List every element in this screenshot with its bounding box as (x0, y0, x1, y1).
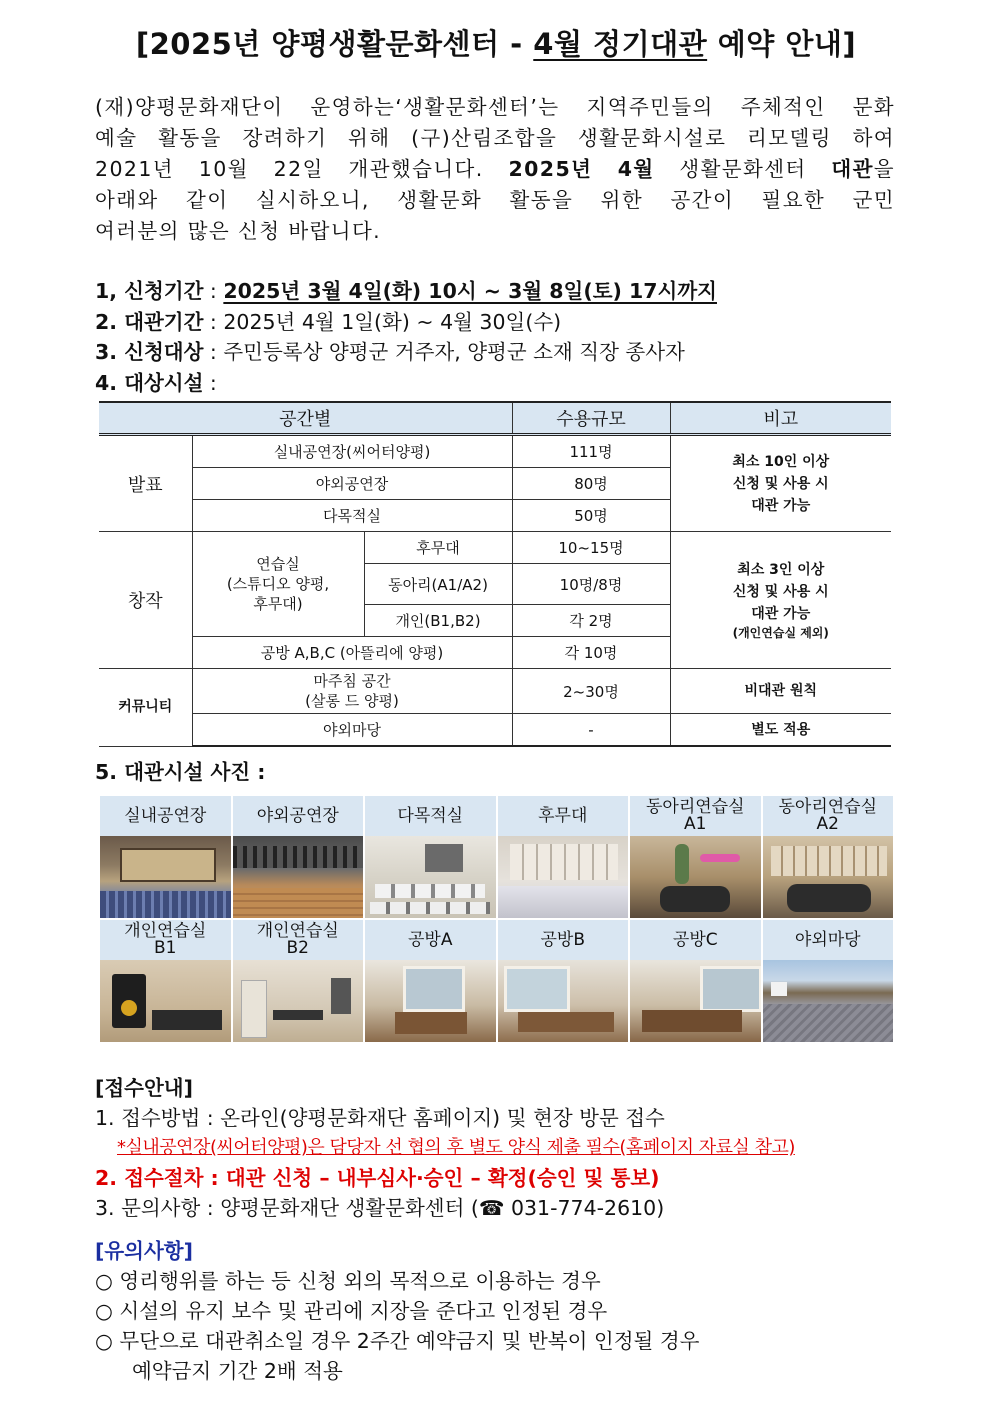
capacity-cell: 111명 (512, 435, 670, 468)
rental-period-label: 2. 대관기간 (95, 309, 204, 334)
capacity-cell: 2~30명 (512, 669, 670, 714)
sep: : (203, 279, 224, 303)
photo-cell (497, 919, 630, 1043)
category-create: 창작 (99, 532, 192, 669)
intro-line-2: 예술 활동을 장려하기 위해 (구)산림조합을 생활문화시설로 리모델링 하여 (95, 126, 895, 150)
capacity-cell: 10~15명 (512, 532, 670, 564)
reception-method-note: *실내공연장(씨어터양평)은 담당자 선 협의 후 별도 양식 제출 필수(홈페이지 자료실 참고) (117, 1137, 795, 1158)
photo-club-room-a2 (763, 836, 894, 918)
space-multipurpose: 다목적실 (192, 500, 512, 532)
table-header-row (99, 402, 891, 435)
photo-cell (629, 795, 762, 919)
table-row (99, 714, 891, 747)
notes-heading: [유의사항] (95, 1239, 193, 1263)
photo-atelier-c (630, 960, 761, 1042)
table-row (99, 435, 891, 468)
intro-paragraph (95, 92, 895, 247)
note-create-text: 최소 3인 이상 신청 및 사용 시 대관 가능 (732, 562, 829, 622)
photo-cell (497, 795, 630, 919)
page-title (0, 22, 992, 63)
category-present: 발표 (99, 435, 192, 532)
contact-text: 3. 문의사항 : 양평문화재단 생활문화센터 ( (95, 1196, 479, 1220)
photo-multipurpose (365, 836, 496, 918)
photo-private-room-b2 (233, 960, 364, 1042)
facilities (95, 368, 717, 399)
photo-caption: 동아리연습실 A1 (630, 796, 761, 836)
photo-row-1 (99, 795, 894, 919)
space-club-room: 동아리(A1/A2) (364, 564, 512, 605)
photo-cell (99, 919, 232, 1043)
photo-caption: 개인연습실 B1 (100, 920, 231, 960)
facilities-label: 4. 대상시설 (95, 370, 204, 395)
eligibility (95, 337, 717, 368)
intro-month: 2025년 4월 (508, 157, 655, 181)
capacity-cell: 80명 (512, 468, 670, 500)
space-private-room: 개인(B1,B2) (364, 605, 512, 637)
rental-period-value: 2025년 4월 1일(화) ~ 4월 30일(수) (223, 309, 562, 334)
note-item-continued: 예약금지 기간 2배 적용 (132, 1359, 343, 1383)
contact-phone: 031-774-2610) (504, 1196, 665, 1220)
photo-caption: 동아리연습실 A2 (763, 796, 894, 836)
photo-cell (762, 795, 895, 919)
photo-grid (99, 795, 894, 1043)
header-capacity: 수용규모 (512, 402, 670, 435)
sep: : (203, 309, 224, 334)
capacity-cell: 50명 (512, 500, 670, 532)
photo-caption: 공방C (630, 920, 761, 960)
note-yard: 별도 적용 (670, 714, 891, 747)
photo-caption: 공방A (365, 920, 496, 960)
practice-room-group: 연습실 (스튜디오 양평, 후무대) (192, 532, 364, 637)
photo-indoor-theater (100, 836, 231, 918)
table-row (99, 532, 891, 564)
photo-private-room-b1 (100, 960, 231, 1042)
photo-caption: 실내공연장 (100, 796, 231, 836)
intro-line-3 (95, 154, 895, 185)
photo-cell (99, 795, 232, 919)
note-item: ○ 무단으로 대관취소일 경우 2주간 예약금지 및 반복이 인정될 경우 (95, 1329, 700, 1353)
space-backstage: 후무대 (364, 532, 512, 564)
photo-cell (232, 795, 365, 919)
space-atelier: 공방 A,B,C (아뜰리에 양평) (192, 637, 512, 669)
info-list (95, 276, 717, 398)
intro-line-5: 여러분의 많은 신청 바랍니다. (95, 219, 382, 243)
notes-section (95, 1236, 699, 1386)
photo-caption: 야외마당 (763, 920, 894, 960)
note-item: ○ 시설의 유지 보수 및 관리에 지장을 준다고 인정된 경우 (95, 1299, 608, 1323)
photo-outdoor-yard (763, 960, 894, 1042)
space-indoor-theater: 실내공연장(씨어터양평) (192, 435, 512, 468)
apply-period (95, 276, 717, 307)
eligibility-value: 주민등록상 양평군 거주자, 양평군 소재 직장 종사자 (223, 340, 685, 364)
capacity-cell: - (512, 714, 670, 747)
intro-line-3e: 을 (873, 157, 895, 181)
photo-cell (629, 919, 762, 1043)
title-highlight: 4월 정기대관 (533, 27, 708, 61)
title-prefix: [2025년 양평생활문화센터 - (135, 27, 534, 61)
photo-caption: 후무대 (498, 796, 629, 836)
reception-procedure: 2. 접수절차 : 대관 신청 – 내부심사·승인 – 확정(승인 및 통보) (95, 1166, 660, 1190)
header-space: 공간별 (99, 402, 512, 435)
note-present: 최소 10인 이상 신청 및 사용 시 대관 가능 (670, 435, 891, 532)
photo-backstage (498, 836, 629, 918)
space-salon: 마주침 공간 (살롱 드 양평) (192, 669, 512, 714)
reception-section (95, 1073, 795, 1223)
photo-caption: 공방B (498, 920, 629, 960)
photo-atelier-b (498, 960, 629, 1042)
photo-row-2 (99, 919, 894, 1043)
facility-table (99, 401, 891, 747)
capacity-cell: 각 10명 (512, 637, 670, 669)
note-item: ○ 영리행위를 하는 등 신청 외의 목적으로 이용하는 경우 (95, 1269, 601, 1293)
apply-period-value: 2025년 3월 4일(화) 10시 ~ 3월 8일(토) 17시까지 (223, 279, 717, 303)
space-outdoor-stage: 야외공연장 (192, 468, 512, 500)
intro-rental: 대관 (831, 157, 874, 181)
capacity-cell: 10명/8명 (512, 564, 670, 605)
note-create-sub: (개인연습실 제외) (732, 626, 829, 640)
reception-contact (95, 1193, 795, 1223)
intro-line-3a: 2021년 10월 22일 개관했습니다. (95, 157, 509, 181)
capacity-cell: 각 2명 (512, 605, 670, 637)
phone-icon: ☎ (478, 1196, 505, 1220)
photo-cell (762, 919, 895, 1043)
sep: : (203, 370, 217, 395)
reception-heading: [접수안내] (95, 1076, 193, 1100)
intro-line-1: (재)양평문화재단이 운영하는‘생활문화센터’는 지역주민들의 주체적인 문화 (95, 95, 895, 119)
photo-cell (232, 919, 365, 1043)
photo-cell (364, 795, 497, 919)
header-note: 비고 (670, 402, 891, 435)
intro-line-3c: 생활문화센터 (654, 157, 832, 181)
reception-method: 1. 접수방법 : 온라인(양평문화재단 홈페이지) 및 현장 방문 접수 (95, 1106, 665, 1130)
photo-caption: 다목적실 (365, 796, 496, 836)
photo-atelier-a (365, 960, 496, 1042)
note-create (670, 532, 891, 669)
photo-outdoor-stage (233, 836, 364, 918)
sep: : (203, 340, 224, 364)
note-community: 비대관 원칙 (670, 669, 891, 714)
eligibility-label: 3. 신청대상 (95, 340, 204, 364)
apply-period-label: 1, 신청기간 (95, 279, 204, 303)
rental-period (95, 307, 717, 338)
photo-cell (364, 919, 497, 1043)
photo-caption: 야외공연장 (233, 796, 364, 836)
photos-title: 5. 대관시설 사진 : (95, 760, 266, 784)
photo-club-room-a1 (630, 836, 761, 918)
space-outdoor-yard: 야외마당 (192, 714, 512, 747)
category-community: 커뮤니티 (99, 669, 192, 747)
photo-caption: 개인연습실 B2 (233, 920, 364, 960)
intro-line-4: 아래와 같이 실시하오니, 생활문화 활동을 위한 공간이 필요한 군민 (95, 188, 895, 212)
title-suffix: 예약 안내] (707, 27, 857, 61)
table-row (99, 669, 891, 714)
